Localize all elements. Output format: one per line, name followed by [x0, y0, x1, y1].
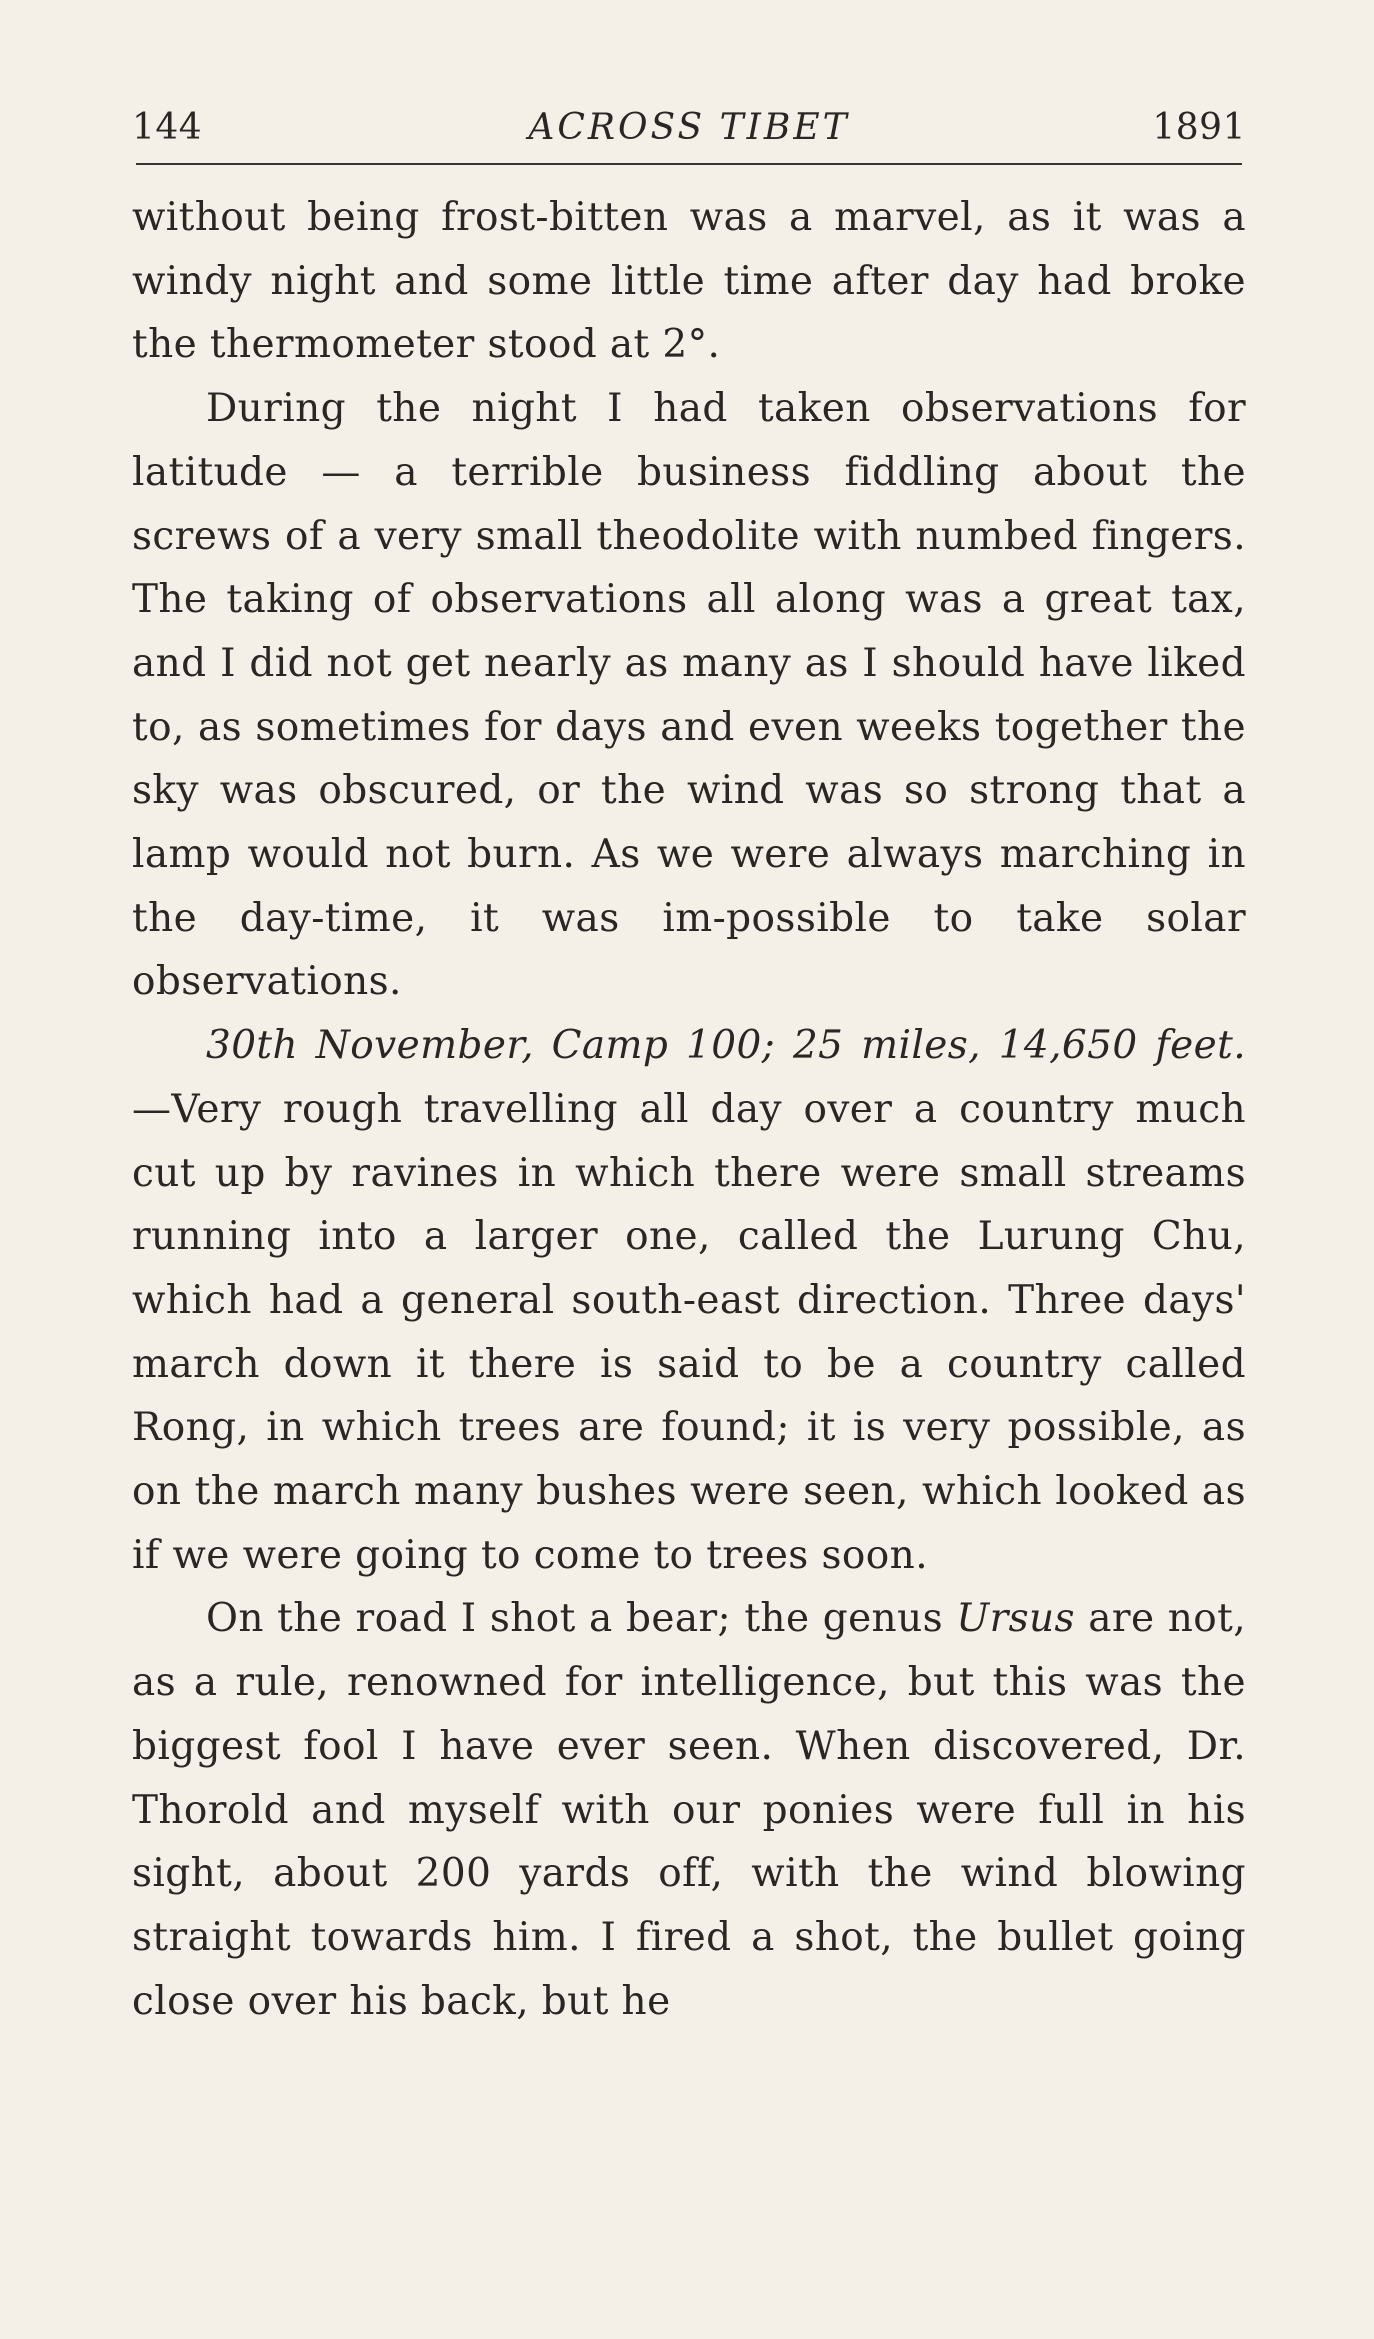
year: 1891: [1152, 107, 1246, 148]
paragraph-1: without being frost-bitten was a marvel, as it was a windy night and some little time after day had broke the thermometer stood at 2°.: [132, 195, 1246, 368]
body-text: [132, 186, 1246, 2033]
header-rule: [136, 163, 1242, 165]
book-title: ACROSS TIBET: [528, 107, 850, 148]
paragraph-4-start: On the road I shot a bear; the genus: [206, 1596, 957, 1642]
diary-entry-body: —Very rough travelling all day over a country much cut up by ravines in which there were small streams running into a larger one, called the Lurung Chu, which had a general south-east direction. Three days' march down it there is said to be a country called Rong, in which trees are found; it is very possible, as on the march many bushes were seen, which looked as if we were going to come to trees soon.: [132, 1086, 1246, 1578]
genus-name: Ursus: [956, 1596, 1075, 1642]
running-head: [132, 104, 1246, 152]
diary-entry-heading: 30th November, Camp 100; 25 miles, 14,650 feet.: [206, 1023, 1246, 1069]
page-number: 144: [132, 107, 203, 148]
paragraph-3: [132, 1014, 1246, 1587]
paragraph-2: During the night I had taken observations for latitude — a terrible business fiddling about the screws of a very small theodolite with numbed fingers. The taking of observations all along was a great tax, and I did not get nearly as many as I should have liked to, as sometimes for days and even weeks together the sky was obscured, or the wind was so strong that a lamp would not burn. As we were always marching in the day-time, it was im-possible to take solar observations.: [132, 386, 1246, 1005]
paragraph-4: [132, 1587, 1246, 2033]
paragraph-4-end: are not, as a rule, renowned for intelligence, but this was the biggest fool I have ever seen. When discovered, Dr. Thorold and myself with our ponies were full in his sight, about 200 yards off, with the wind blowing straight towards him. I fired a shot, the bullet going close over his back, but he: [132, 1596, 1246, 2024]
